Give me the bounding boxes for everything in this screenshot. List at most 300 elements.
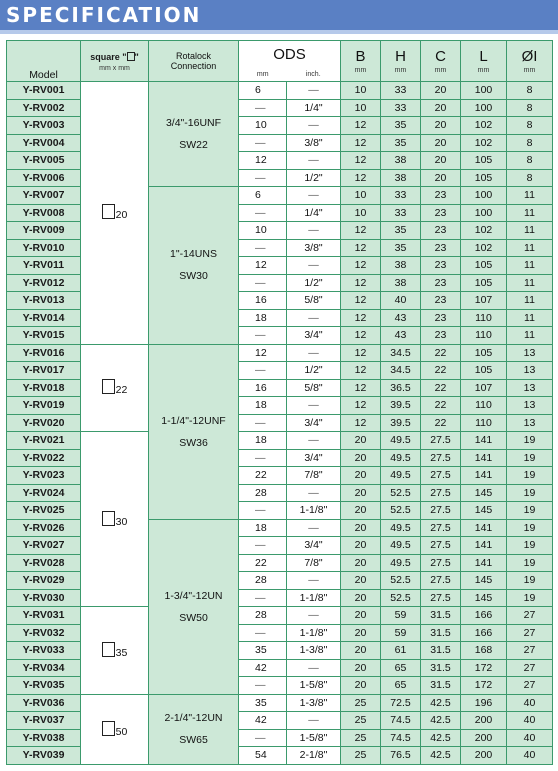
- ods-mm-cell: 18: [239, 519, 287, 537]
- ods-mm-cell: 22: [239, 554, 287, 572]
- square-size-value: 22: [115, 384, 128, 397]
- phi-cell: 11: [507, 327, 553, 345]
- b-cell: 12: [341, 257, 381, 275]
- l-cell: 141: [461, 554, 507, 572]
- phi-cell: 19: [507, 589, 553, 607]
- c-cell: 22: [421, 397, 461, 415]
- l-cell: 102: [461, 117, 507, 135]
- h-cell: 38: [381, 257, 421, 275]
- ods-mm-cell: 12: [239, 152, 287, 170]
- ods-mm-cell: —: [239, 449, 287, 467]
- c-cell: 22: [421, 344, 461, 362]
- ods-inch-cell: —: [287, 309, 341, 327]
- ods-mm-cell: 12: [239, 257, 287, 275]
- model-cell: Y-RV014: [7, 309, 81, 327]
- h-cell: 39.5: [381, 397, 421, 415]
- phi-cell: 13: [507, 379, 553, 397]
- h-cell: 43: [381, 327, 421, 345]
- l-cell: 110: [461, 327, 507, 345]
- b-cell: 12: [341, 222, 381, 240]
- phi-cell: 40: [507, 694, 553, 712]
- model-cell: Y-RV031: [7, 607, 81, 625]
- model-cell: Y-RV012: [7, 274, 81, 292]
- h-cell: 52.5: [381, 589, 421, 607]
- phi-cell: 40: [507, 729, 553, 747]
- page-title: SPECIFICATION: [6, 3, 202, 27]
- phi-cell: 40: [507, 747, 553, 765]
- c-cell: 42.5: [421, 747, 461, 765]
- phi-cell: 40: [507, 712, 553, 730]
- l-cell: 141: [461, 467, 507, 485]
- h-cell: 35: [381, 222, 421, 240]
- model-cell: Y-RV002: [7, 99, 81, 117]
- h-cell: 33: [381, 187, 421, 205]
- c-cell: 20: [421, 152, 461, 170]
- header-ods-label: ODS: [273, 46, 306, 63]
- phi-cell: 8: [507, 152, 553, 170]
- phi-cell: 8: [507, 117, 553, 135]
- h-cell: 43: [381, 309, 421, 327]
- l-cell: 145: [461, 484, 507, 502]
- ods-inch-cell: 7/8": [287, 554, 341, 572]
- connection-wrench-size: SW50: [179, 611, 208, 624]
- model-cell: Y-RV032: [7, 624, 81, 642]
- model-cell: Y-RV025: [7, 502, 81, 520]
- phi-cell: 8: [507, 82, 553, 100]
- phi-cell: 11: [507, 239, 553, 257]
- header-model-label: Model: [29, 69, 58, 81]
- h-cell: 34.5: [381, 344, 421, 362]
- h-cell: 74.5: [381, 712, 421, 730]
- l-cell: 100: [461, 82, 507, 100]
- c-cell: 20: [421, 99, 461, 117]
- model-cell: Y-RV028: [7, 554, 81, 572]
- l-cell: 145: [461, 589, 507, 607]
- ods-mm-cell: —: [239, 239, 287, 257]
- b-cell: 10: [341, 99, 381, 117]
- b-cell: 20: [341, 572, 381, 590]
- c-cell: 27.5: [421, 519, 461, 537]
- ods-mm-cell: 42: [239, 659, 287, 677]
- model-cell: Y-RV026: [7, 519, 81, 537]
- connection-cell: [149, 82, 239, 187]
- connection-cell: [149, 187, 239, 345]
- h-cell: 65: [381, 659, 421, 677]
- ods-mm-cell: —: [239, 204, 287, 222]
- model-cell: Y-RV005: [7, 152, 81, 170]
- ods-inch-cell: 3/4": [287, 327, 341, 345]
- b-cell: 12: [341, 169, 381, 187]
- square-size-cell: [81, 607, 149, 695]
- square-size-cell: [81, 344, 149, 432]
- b-cell: 20: [341, 449, 381, 467]
- model-cell: Y-RV037: [7, 712, 81, 730]
- ods-inch-cell: —: [287, 222, 341, 240]
- h-cell: 72.5: [381, 694, 421, 712]
- header-ods-mm: mm: [256, 71, 269, 78]
- header-ods-units: [239, 71, 340, 78]
- l-cell: 100: [461, 187, 507, 205]
- square-size-value: 50: [115, 725, 128, 738]
- ods-mm-cell: —: [239, 729, 287, 747]
- b-cell: 20: [341, 484, 381, 502]
- ods-mm-cell: —: [239, 502, 287, 520]
- square-symbol-icon: [102, 379, 115, 394]
- ods-inch-cell: 3/8": [287, 134, 341, 152]
- b-cell: 20: [341, 624, 381, 642]
- l-cell: 105: [461, 362, 507, 380]
- header-phi-unit: mm: [523, 67, 536, 74]
- connection-wrench-size: SW65: [179, 734, 208, 746]
- square-size-cell: [81, 694, 149, 764]
- h-cell: 39.5: [381, 414, 421, 432]
- model-cell: Y-RV006: [7, 169, 81, 187]
- connection-thread: 1-1/4"-12UNF: [161, 414, 226, 427]
- b-cell: 12: [341, 397, 381, 415]
- square-symbol-icon: [102, 721, 115, 736]
- ods-mm-cell: 16: [239, 379, 287, 397]
- model-cell: Y-RV019: [7, 397, 81, 415]
- phi-cell: 19: [507, 537, 553, 555]
- header-rotalock-label: Rotalock: [175, 51, 211, 61]
- specification-body: [7, 82, 553, 765]
- square-size-cell: [81, 82, 149, 345]
- square-symbol-icon: [127, 52, 135, 61]
- square-size-cell: [81, 432, 149, 607]
- header-square-unit: mm x mm: [99, 64, 130, 72]
- c-cell: 31.5: [421, 677, 461, 695]
- c-cell: 22: [421, 379, 461, 397]
- table-row: [7, 344, 553, 362]
- connection-thread: 3/4"-16UNF: [165, 117, 222, 129]
- h-cell: 40: [381, 292, 421, 310]
- ods-mm-cell: —: [239, 414, 287, 432]
- ods-inch-cell: 1/4": [287, 204, 341, 222]
- ods-mm-cell: 28: [239, 607, 287, 625]
- h-cell: 33: [381, 82, 421, 100]
- model-cell: Y-RV020: [7, 414, 81, 432]
- phi-cell: 19: [507, 554, 553, 572]
- ods-mm-cell: 18: [239, 432, 287, 450]
- phi-cell: 11: [507, 222, 553, 240]
- table-row: [7, 82, 553, 100]
- header-b-label: B: [355, 48, 366, 65]
- ods-inch-cell: —: [287, 152, 341, 170]
- b-cell: 20: [341, 677, 381, 695]
- l-cell: 105: [461, 152, 507, 170]
- ods-inch-cell: 7/8": [287, 467, 341, 485]
- h-cell: 33: [381, 204, 421, 222]
- c-cell: 20: [421, 134, 461, 152]
- model-cell: Y-RV008: [7, 204, 81, 222]
- ods-mm-cell: 16: [239, 292, 287, 310]
- h-cell: 38: [381, 274, 421, 292]
- model-cell: Y-RV024: [7, 484, 81, 502]
- ods-inch-cell: —: [287, 572, 341, 590]
- l-cell: 105: [461, 344, 507, 362]
- b-cell: 12: [341, 292, 381, 310]
- header-ods: [239, 41, 341, 82]
- c-cell: 23: [421, 327, 461, 345]
- c-cell: 27.5: [421, 537, 461, 555]
- ods-mm-cell: —: [239, 99, 287, 117]
- ods-inch-cell: 3/4": [287, 449, 341, 467]
- ods-mm-cell: —: [239, 589, 287, 607]
- c-cell: 27.5: [421, 572, 461, 590]
- ods-inch-cell: 1-3/8": [287, 642, 341, 660]
- model-cell: Y-RV003: [7, 117, 81, 135]
- model-cell: Y-RV010: [7, 239, 81, 257]
- l-cell: 141: [461, 432, 507, 450]
- header-c-label: C: [435, 48, 446, 65]
- c-cell: 23: [421, 222, 461, 240]
- ods-mm-cell: 35: [239, 694, 287, 712]
- b-cell: 12: [341, 379, 381, 397]
- ods-inch-cell: 3/4": [287, 414, 341, 432]
- ods-inch-cell: 3/8": [287, 239, 341, 257]
- c-cell: 23: [421, 187, 461, 205]
- header-h-unit: mm: [394, 67, 407, 74]
- ods-inch-cell: —: [287, 519, 341, 537]
- l-cell: 166: [461, 624, 507, 642]
- c-cell: 23: [421, 292, 461, 310]
- c-cell: 23: [421, 309, 461, 327]
- c-cell: 20: [421, 117, 461, 135]
- c-cell: 27.5: [421, 467, 461, 485]
- ods-inch-cell: —: [287, 257, 341, 275]
- h-cell: 74.5: [381, 729, 421, 747]
- phi-cell: 27: [507, 642, 553, 660]
- b-cell: 20: [341, 519, 381, 537]
- b-cell: 25: [341, 729, 381, 747]
- model-cell: Y-RV021: [7, 432, 81, 450]
- ods-inch-cell: —: [287, 82, 341, 100]
- h-cell: 52.5: [381, 502, 421, 520]
- ods-mm-cell: 10: [239, 117, 287, 135]
- b-cell: 20: [341, 467, 381, 485]
- connection-wrench-size: SW22: [179, 139, 208, 151]
- square-size-value: 30: [115, 515, 128, 528]
- h-cell: 49.5: [381, 519, 421, 537]
- ods-mm-cell: —: [239, 537, 287, 555]
- ods-mm-cell: 42: [239, 712, 287, 730]
- h-cell: 59: [381, 624, 421, 642]
- ods-mm-cell: —: [239, 362, 287, 380]
- square-symbol-icon: [102, 642, 115, 657]
- b-cell: 10: [341, 204, 381, 222]
- c-cell: 23: [421, 257, 461, 275]
- h-cell: 35: [381, 117, 421, 135]
- h-cell: 61: [381, 642, 421, 660]
- connection-wrench-size: SW30: [179, 270, 208, 283]
- ods-inch-cell: —: [287, 344, 341, 362]
- title-banner: [0, 0, 558, 34]
- l-cell: 200: [461, 747, 507, 765]
- b-cell: 20: [341, 642, 381, 660]
- ods-inch-cell: 5/8": [287, 379, 341, 397]
- ods-mm-cell: —: [239, 274, 287, 292]
- ods-inch-cell: 2-1/8": [287, 747, 341, 765]
- connection-thread: 1"-14UNS: [170, 248, 217, 261]
- c-cell: 22: [421, 362, 461, 380]
- h-cell: 76.5: [381, 747, 421, 765]
- l-cell: 102: [461, 239, 507, 257]
- l-cell: 102: [461, 222, 507, 240]
- b-cell: 25: [341, 712, 381, 730]
- ods-inch-cell: 1-1/8": [287, 502, 341, 520]
- ods-inch-cell: 3/4": [287, 537, 341, 555]
- model-cell: Y-RV027: [7, 537, 81, 555]
- b-cell: 10: [341, 82, 381, 100]
- phi-cell: 27: [507, 677, 553, 695]
- b-cell: 20: [341, 554, 381, 572]
- model-cell: Y-RV023: [7, 467, 81, 485]
- l-cell: 172: [461, 659, 507, 677]
- l-cell: 107: [461, 379, 507, 397]
- h-cell: 52.5: [381, 572, 421, 590]
- c-cell: 27.5: [421, 502, 461, 520]
- l-cell: 102: [461, 134, 507, 152]
- phi-cell: 13: [507, 397, 553, 415]
- ods-mm-cell: —: [239, 169, 287, 187]
- table-row: [7, 607, 553, 625]
- ods-inch-cell: 1-5/8": [287, 677, 341, 695]
- phi-cell: 19: [507, 519, 553, 537]
- header-ods-inch: inch.: [305, 71, 321, 78]
- ods-inch-cell: 1-3/8": [287, 694, 341, 712]
- header-row: [7, 41, 553, 82]
- square-symbol-icon: [102, 511, 115, 526]
- h-cell: 49.5: [381, 467, 421, 485]
- connection-cell: [149, 694, 239, 764]
- header-phi: [507, 41, 553, 82]
- ods-mm-cell: 54: [239, 747, 287, 765]
- b-cell: 12: [341, 327, 381, 345]
- c-cell: 27.5: [421, 554, 461, 572]
- l-cell: 172: [461, 677, 507, 695]
- c-cell: 27.5: [421, 589, 461, 607]
- table-row: [7, 694, 553, 712]
- ods-inch-cell: —: [287, 432, 341, 450]
- ods-mm-cell: 6: [239, 187, 287, 205]
- h-cell: 35: [381, 134, 421, 152]
- ods-inch-cell: —: [287, 712, 341, 730]
- b-cell: 12: [341, 274, 381, 292]
- h-cell: 36.5: [381, 379, 421, 397]
- model-cell: Y-RV033: [7, 642, 81, 660]
- ods-mm-cell: 12: [239, 344, 287, 362]
- h-cell: 49.5: [381, 554, 421, 572]
- ods-mm-cell: 28: [239, 572, 287, 590]
- model-cell: Y-RV038: [7, 729, 81, 747]
- model-cell: Y-RV007: [7, 187, 81, 205]
- l-cell: 100: [461, 99, 507, 117]
- ods-inch-cell: 1/2": [287, 362, 341, 380]
- ods-inch-cell: —: [287, 484, 341, 502]
- model-cell: Y-RV035: [7, 677, 81, 695]
- c-cell: 22: [421, 414, 461, 432]
- ods-inch-cell: 1-1/8": [287, 624, 341, 642]
- phi-cell: 11: [507, 257, 553, 275]
- h-cell: 59: [381, 607, 421, 625]
- ods-mm-cell: 22: [239, 467, 287, 485]
- phi-cell: 13: [507, 414, 553, 432]
- model-cell: Y-RV034: [7, 659, 81, 677]
- b-cell: 12: [341, 309, 381, 327]
- ods-mm-cell: —: [239, 327, 287, 345]
- phi-cell: 8: [507, 99, 553, 117]
- ods-mm-cell: 10: [239, 222, 287, 240]
- header-h: [381, 41, 421, 82]
- connection-cell: [149, 344, 239, 519]
- header-l-unit: mm: [477, 67, 490, 74]
- ods-mm-cell: 28: [239, 484, 287, 502]
- phi-cell: 19: [507, 484, 553, 502]
- header-c: [421, 41, 461, 82]
- header-rotalock: [149, 41, 239, 82]
- l-cell: 141: [461, 449, 507, 467]
- b-cell: 25: [341, 747, 381, 765]
- ods-inch-cell: —: [287, 607, 341, 625]
- c-cell: 23: [421, 204, 461, 222]
- ods-mm-cell: 18: [239, 309, 287, 327]
- l-cell: 168: [461, 642, 507, 660]
- b-cell: 20: [341, 432, 381, 450]
- phi-cell: 27: [507, 607, 553, 625]
- b-cell: 12: [341, 239, 381, 257]
- ods-inch-cell: —: [287, 117, 341, 135]
- l-cell: 166: [461, 607, 507, 625]
- l-cell: 105: [461, 257, 507, 275]
- ods-inch-cell: —: [287, 397, 341, 415]
- header-h-label: H: [395, 48, 406, 65]
- model-cell: Y-RV009: [7, 222, 81, 240]
- phi-cell: 8: [507, 169, 553, 187]
- b-cell: 12: [341, 414, 381, 432]
- phi-cell: 11: [507, 204, 553, 222]
- ods-inch-cell: 1/2": [287, 169, 341, 187]
- ods-mm-cell: —: [239, 677, 287, 695]
- banner-stripe: [0, 30, 558, 34]
- h-cell: 65: [381, 677, 421, 695]
- l-cell: 141: [461, 519, 507, 537]
- l-cell: 105: [461, 169, 507, 187]
- b-cell: 12: [341, 362, 381, 380]
- phi-cell: 27: [507, 659, 553, 677]
- model-cell: Y-RV029: [7, 572, 81, 590]
- square-symbol-icon: [102, 204, 115, 219]
- phi-cell: 19: [507, 502, 553, 520]
- b-cell: 12: [341, 134, 381, 152]
- l-cell: 141: [461, 537, 507, 555]
- ods-mm-cell: —: [239, 624, 287, 642]
- header-square-text: square ": [90, 51, 127, 62]
- h-cell: 52.5: [381, 484, 421, 502]
- h-cell: 33: [381, 99, 421, 117]
- ods-inch-cell: —: [287, 187, 341, 205]
- header-c-unit: mm: [434, 67, 447, 74]
- l-cell: 200: [461, 712, 507, 730]
- ods-inch-cell: 5/8": [287, 292, 341, 310]
- l-cell: 107: [461, 292, 507, 310]
- square-size-value: 20: [115, 209, 128, 222]
- b-cell: 25: [341, 694, 381, 712]
- header-l-label: L: [479, 48, 488, 65]
- l-cell: 110: [461, 414, 507, 432]
- phi-cell: 27: [507, 624, 553, 642]
- phi-cell: 11: [507, 187, 553, 205]
- phi-cell: 13: [507, 362, 553, 380]
